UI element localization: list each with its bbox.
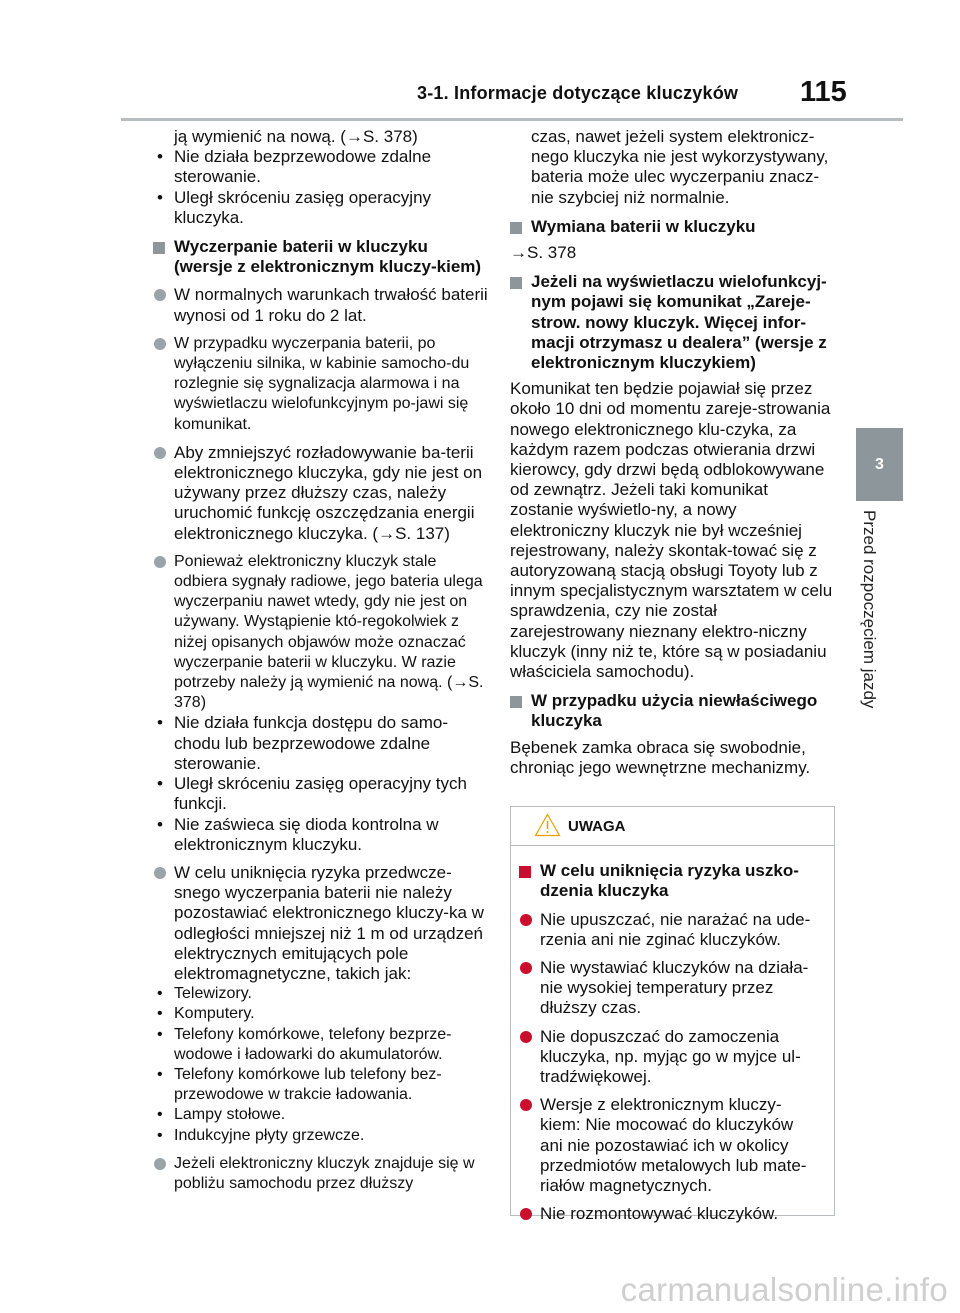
paragraph-text: W celu uniknięcia ryzyka przedwcze-snego wyczerpania baterii nie należy pozostawiać elektronicznego kluczy-ka w odległości mniejszej niż 1 m od urządzeń elektrycznych emitujących pole elektromagnetyczne, takich jak:	[174, 862, 484, 983]
chapter-tab: 3	[856, 428, 903, 501]
page-reference: →S. 378	[510, 243, 577, 263]
list-item: • Nie działa bezprzewodowe zdalne sterowanie.	[153, 147, 488, 187]
warning-heading-text: W celu uniknięcia ryzyka uszko-dzenia kluczyka	[540, 861, 799, 901]
warning-item-text: Nie rozmontowywać kluczyków.	[540, 1204, 779, 1224]
warning-header	[511, 807, 834, 846]
list-item: • Uległ skróceniu zasięg operacyjny kluczyka.	[153, 188, 488, 228]
warning-box	[510, 806, 835, 1224]
circle-bullet-icon	[520, 1099, 532, 1111]
square-bullet-icon	[510, 222, 522, 234]
square-bullet-icon	[510, 696, 522, 708]
section-heading-text: Wymiana baterii w kluczyku	[531, 216, 756, 236]
warning-heading	[519, 861, 818, 901]
list-item: • Nie działa funkcja dostępu do samo-chodu lub bezprzewodowe zdalne sterowanie.	[153, 713, 488, 774]
warning-title: UWAGA	[568, 818, 626, 836]
device-list	[153, 984, 488, 1146]
section-heading-text: Wyczerpanie baterii w kluczyku (wersje z elektronicznym kluczy-kiem)	[174, 237, 482, 277]
list-item: • Indukcyjne płyty grzewcze.	[153, 1126, 488, 1146]
list-item: • Telefony komórkowe, telefony bezprze-wodowe i ładowarki do akumulatorów.	[153, 1025, 488, 1065]
list-item: • Telewizory.	[153, 984, 488, 1004]
circle-bullet-icon	[154, 556, 166, 568]
circle-bullet-icon	[520, 914, 532, 926]
warning-item	[519, 958, 818, 1019]
circle-bullet-icon	[154, 1158, 166, 1170]
warning-item-text: Nie wystawiać kluczyków na działa-nie wysokiej temperatury przez dłuższy czas.	[540, 957, 809, 1018]
paragraph-text: Jeżeli elektroniczny kluczyk znajduje się w pobliżu samochodu przez dłuższy	[174, 1154, 475, 1192]
warning-item-text: Nie upuszczać, nie narażać na ude-rzenia ani nie zginać kluczyków.	[540, 909, 811, 949]
paragraph-text: W normalnych warunkach trwałość baterii wynosi od 1 roku do 2 lat.	[174, 285, 488, 325]
paragraph-text: W przypadku wyczerpania baterii, po wyłączeniu silnika, w kabinie samocho-du rozlegnie się sygnalizacja alarmowa i na wyświetlaczu wielofunkcyjnym po-jawi się komunikat.	[174, 334, 470, 433]
circle-bullet-icon	[520, 1208, 532, 1220]
circle-bullet-icon	[520, 962, 532, 974]
list-item: • Lampy stołowe.	[153, 1105, 488, 1125]
continuation-text: czas, nawet jeżeli system elektronicz-nego kluczyka nie jest wykorzystywany, bateria może ulec wyczerpaniu znacz-nie szybciej niż normalnie.	[531, 127, 829, 207]
list-item: • Uległ skróceniu zasięg operacyjny tych funkcji.	[153, 774, 488, 814]
warning-item	[519, 1027, 818, 1088]
watermark: carmanualsonline.info	[620, 1271, 948, 1308]
symptom-list	[153, 713, 488, 854]
continuation-bullets	[153, 147, 488, 228]
warning-item-text: Wersje z elektronicznym kluczy-kiem: Nie mocować do kluczyków ani nie pozostawiać ich w okolicy przedmiotów metalowych lub mate-riałów magnetycznych.	[540, 1095, 807, 1195]
section-heading	[510, 272, 835, 373]
page-number: 115	[800, 76, 847, 108]
paragraph-text: Ponieważ elektroniczny kluczyk stale odbiera sygnały radiowe, jego bateria ulega wyczerpaniu nawet wtedy, gdy nie jest on używany. Wystąpienie któ-regokolwiek z niżej opisanych objawów może oznaczać wyczerpanie baterii w kluczyku. W razie potrzeby należy ją wymienić na nową. (→S. 378)	[174, 552, 484, 712]
paragraph-item	[153, 1154, 488, 1194]
section-body: Komunikat ten będzie pojawiał się przez około 10 dni od momentu zareje-strowania nowego elektronicznego klu-czyka, za każdym razem podczas otwierania drzwi kierowcy, gdy drzwi będą odblokowywane od zewnątrz. Jeżeli taki komunikat zostanie wyświetlo-ny, a nowy elektroniczny kluczyk nie był wcześniej rejestrowany, należy skontak-tować się z autoryzowaną stacją obsługi Toyoty lub z innym specjalistycznym warsztatem w celu sprawdzenia, czy nie został zarejestrowany nieznany elektro-niczny kluczyk (inny niż te, które są w posiadaniu właściciela samochodu).	[510, 379, 833, 682]
paragraph-text: Aby zmniejszyć rozładowywanie ba-terii elektronicznego kluczyka, gdy nie jest on używany przez dłuższy czas, należy uruchomić funkcję oszczędzania energii elektronicznego kluczyka. (→S. 137)	[174, 442, 483, 543]
section-body: Bębenek zamka obraca się swobodnie, chroniąc jego wewnętrzne mechanizmy.	[510, 737, 811, 777]
paragraph-item	[153, 443, 488, 544]
square-bullet-icon	[510, 277, 522, 289]
section-heading-text: Jeżeli na wyświetlaczu wielofunkcyj-nym pojawi się komunikat „Zareje-strow. nowy kluczyk. Więcej infor-macji otrzymasz u dealera” (wersje z elektronicznym kluczykiem)	[531, 272, 827, 373]
header-divider	[121, 118, 903, 121]
circle-bullet-icon	[154, 289, 166, 301]
circle-bullet-icon	[520, 1031, 532, 1043]
square-bullet-icon	[519, 866, 531, 878]
circle-bullet-icon	[154, 867, 166, 879]
list-item: • Telefony komórkowe lub telefony bez-przewodowe w trakcie ładowania.	[153, 1065, 488, 1105]
section-heading	[510, 217, 835, 237]
circle-bullet-icon	[154, 447, 166, 459]
paragraph-item	[153, 552, 488, 714]
paragraph-item	[153, 285, 488, 325]
section-heading	[510, 691, 835, 731]
section-heading-text: W przypadku użycia niewłaściwego kluczyka	[531, 691, 818, 731]
right-column	[510, 127, 835, 1224]
square-bullet-icon	[153, 242, 165, 254]
chapter-title: Przed rozpoczęciem jazdy	[860, 510, 879, 709]
section-title: 3-1. Informacje dotyczące kluczyków	[417, 83, 739, 103]
left-column	[153, 127, 488, 1194]
paragraph-item	[153, 334, 488, 435]
warning-body	[511, 846, 834, 1224]
section-heading	[153, 237, 488, 277]
warning-triangle-icon	[534, 813, 561, 837]
continuation-line: ją wymienić na nową. (→S. 378)	[174, 127, 418, 146]
warning-item	[519, 910, 818, 950]
circle-bullet-icon	[154, 338, 166, 350]
list-item: • Komputery.	[153, 1004, 488, 1024]
paragraph-item	[153, 863, 488, 984]
warning-item	[519, 1095, 818, 1196]
list-item: • Nie zaświeca się dioda kontrolna w elektronicznym kluczyku.	[153, 815, 488, 855]
warning-item	[519, 1204, 818, 1224]
warning-item-text: Nie dopuszczać do zamoczenia kluczyka, np. myjąc go w myjce ul-tradźwiękowej.	[540, 1026, 801, 1086]
